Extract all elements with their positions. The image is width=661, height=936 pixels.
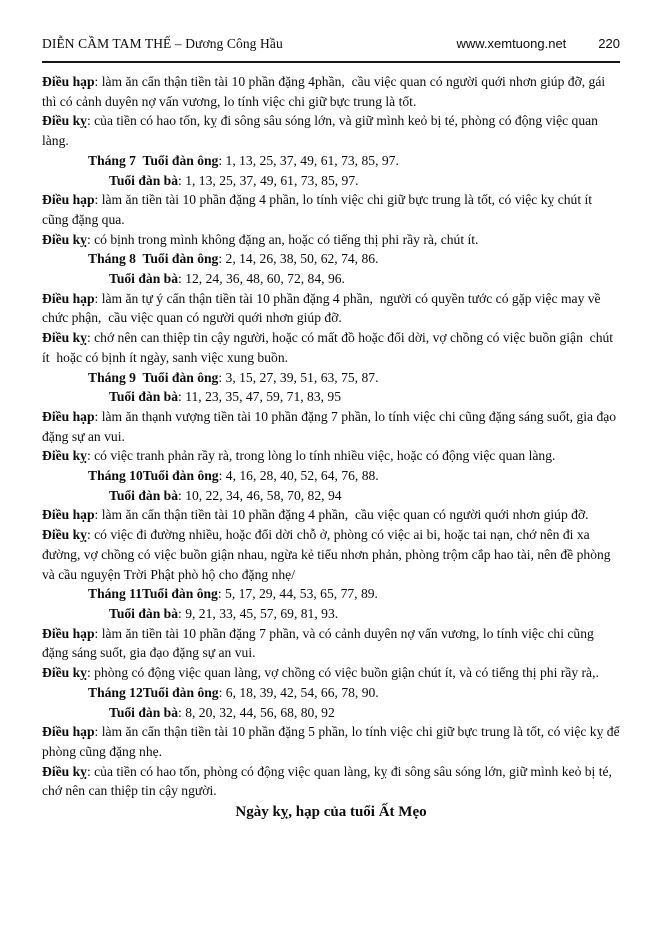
paragraph: [42, 683, 620, 703]
paragraph-label: Điều kỵ: [42, 330, 87, 346]
paragraph-text: : có việc đi đường nhiều, hoặc đổi dời chỗ ở, phòng có việc ai bi, hoặc tai nạn, chớ nên đi xa đường, vợ chồng có việc buồn giận nhau, ngừa kẻ tiểu nhơn phản, phòng trộm cắp hao tài, nên đề phòng và cầu nguyện Trời Phật phò hộ cho đặng nhẹ/: [42, 527, 615, 582]
paragraph: [42, 407, 620, 446]
paragraph-text: : 12, 24, 36, 48, 60, 72, 84, 96.: [178, 271, 345, 287]
paragraph-text: : 4, 16, 28, 40, 52, 64, 76, 88.: [218, 468, 379, 484]
paragraph-text: : của tiền có hao tốn, phòng có động việc quan làng, kỵ đi sông sâu sóng lớn, giữ mình keỏ bị té, chớ nên can thiệp tin cậy người.: [42, 763, 616, 799]
paragraph-text: : làm ăn cẩn thận tiền tài 10 phần đặng 5 phần, lo tính việc chi giữ bực trung là tốt, có việc kỵ để phòng cũng đặng nhẹ.: [42, 724, 624, 759]
paragraph-text: : 5, 17, 29, 44, 53, 65, 77, 89.: [217, 586, 378, 602]
paragraph-label: Điều kỵ: [42, 113, 87, 129]
paragraph: [42, 111, 620, 150]
paragraph-label: Điều hạp: [42, 74, 95, 89]
paragraph: [42, 722, 624, 761]
paragraph: [42, 762, 620, 801]
paragraph: [42, 190, 620, 229]
paragraph-label: Điều hạp: [42, 625, 95, 641]
paragraph-label: Điều hạp: [42, 192, 95, 208]
paragraph-text: : 9, 21, 33, 45, 57, 69, 81, 93.: [178, 605, 339, 621]
paragraph-text: : 2, 14, 26, 38, 50, 62, 74, 86.: [218, 251, 379, 267]
paragraph-label: Tuổi đàn bà: [109, 704, 179, 720]
paragraph: [42, 446, 620, 466]
paragraph: [42, 151, 620, 171]
paragraph-label: Tháng 8 Tuổi đàn ông: [88, 251, 219, 267]
paragraph-text: : 3, 15, 27, 39, 51, 63, 75, 87.: [218, 369, 379, 385]
section-heading: Ngày kỵ, hạp của tuổi Ất Mẹo: [235, 804, 427, 821]
website-url: www.xemtuong.net: [456, 36, 567, 51]
paragraph-label: Tháng 11Tuổi đàn ông: [88, 586, 218, 602]
paragraph: [42, 230, 620, 250]
paragraph-label: Điều hạp: [42, 724, 95, 740]
paragraph-text: : làm ăn cẩn thận tiền tài 10 phần đặng 4 phần, cầu việc quan có người quới nhơn giúp đỡ.: [94, 507, 589, 523]
paragraph-text: : 1, 13, 25, 37, 49, 61, 73, 85, 97.: [178, 172, 359, 188]
paragraph-label: Điều kỵ: [42, 231, 87, 247]
paragraph-label: Điều hạp: [42, 290, 95, 306]
paragraph-label: Tháng 12Tuổi đàn ông: [88, 684, 219, 700]
body-text: [42, 72, 624, 823]
paragraph-text: : của tiền có hao tốn, kỵ đi sông sâu sóng lớn, và giữ mình keỏ bị té, phòng có động việc quan làng.: [42, 113, 602, 149]
paragraph-text: : chớ nên can thiệp tin cậy người, hoặc có mất đồ hoặc đổi dời, vợ chồng có việc buồn giận chút ít hoặc có bịnh ít ngày, sanh việc xung buồn.: [42, 330, 617, 365]
paragraph: [42, 663, 620, 683]
paragraph-label: Tuổi đàn bà: [109, 172, 179, 188]
paragraph-label: Tuổi đàn bà: [109, 487, 179, 503]
paragraph-text: : 10, 22, 34, 46, 58, 70, 82, 94: [178, 487, 342, 503]
paragraph-label: Tháng 10Tuổi đàn ông: [88, 468, 219, 484]
paragraph-label: Tuổi đàn bà: [109, 605, 179, 621]
paragraph-text: : 6, 18, 39, 42, 54, 66, 78, 90.: [218, 684, 379, 700]
paragraph: [42, 624, 620, 663]
paragraph: [42, 584, 620, 604]
paragraph-text: : 8, 20, 32, 44, 56, 68, 80, 92: [178, 704, 335, 720]
paragraph: [42, 387, 620, 407]
book-title: DIỄN CẦM TAM THẾ – Dương Công Hầu: [42, 36, 283, 51]
paragraph: [42, 269, 620, 289]
paragraph-text: : làm ăn cẩn thận tiền tài 10 phần đặng 4phần, cầu việc quan có người quới nhơn giúp đỡ, gái thì có cảnh duyên nợ vấn vương, lo tính việc chi giữ bực trung là tốt.: [42, 74, 609, 109]
paragraph-label: Điều hạp: [42, 408, 95, 424]
paragraph-text: : 1, 13, 25, 37, 49, 61, 73, 85, 97.: [218, 152, 399, 168]
paragraph-label: Điều kỵ: [42, 665, 87, 681]
paragraph-label: Điều kỵ: [42, 763, 87, 779]
paragraph-text: : làm ăn thạnh vượng tiền tài 10 phần đặng 7 phần, lo tính việc chi cũng đặng sáng suốt, gia đạo đặng sự an vui.: [42, 408, 620, 444]
paragraph: [42, 289, 620, 328]
paragraph-text: : làm ăn tự ý cẩn thận tiền tài 10 phần đặng 4 phần, người có quyền tước có gặp việc may về chức phận, cầu việc quan có người quới nhơn giúp đỡ.: [42, 290, 604, 326]
paragraph-text: : có việc tranh phản rầy rà, trong lòng lo tính nhiều việc, hoặc có động việc quan làng.: [86, 448, 556, 464]
paragraph: [42, 466, 620, 486]
paragraph-label: Điều kỵ: [42, 527, 87, 543]
paragraph-text: : làm ăn tiền tài 10 phần đặng 7 phần, và có cảnh duyên nợ vấn vương, lo tính việc chi cũng đặng sáng suốt, gia đạo đặng sự an vui.: [42, 625, 598, 661]
paragraph: [42, 328, 620, 367]
paragraph-label: Điều hạp: [42, 507, 95, 523]
paragraph: [42, 249, 620, 269]
paragraph: [42, 525, 620, 584]
page-number: 220: [598, 36, 620, 51]
paragraph: [42, 486, 620, 506]
paragraph-text: : có bịnh trong mình không đặng an, hoặc có tiếng thị phi rầy rà, chút ít.: [86, 231, 479, 247]
paragraph: [42, 505, 620, 525]
paragraph-text: : phòng có động việc quan làng, vợ chồng có việc buồn giận chút ít, và có tiếng thị phi rầy rà,.: [86, 665, 599, 681]
header-right: [456, 36, 620, 51]
paragraph-text: : 11, 23, 35, 47, 59, 71, 83, 95: [178, 389, 342, 405]
paragraph-label: Tháng 9 Tuổi đàn ông: [88, 369, 219, 385]
page-header: [42, 36, 620, 63]
paragraph-text: : làm ăn tiền tài 10 phần đặng 4 phần, lo tính việc chi giữ bực trung là tốt, có việc kỵ chút ít cũng đặng qua.: [42, 192, 596, 227]
paragraph: [42, 368, 620, 388]
paragraph-label: Điều kỵ: [42, 448, 87, 464]
paragraph: [42, 171, 620, 191]
paragraph: [42, 703, 620, 723]
paragraph: [42, 72, 620, 111]
paragraph-label: Tuổi đàn bà: [109, 271, 179, 287]
paragraph-label: Tháng 7 Tuổi đàn ông: [88, 152, 219, 168]
paragraph-label: Tuổi đàn bà: [109, 389, 179, 405]
paragraph: [42, 604, 620, 624]
